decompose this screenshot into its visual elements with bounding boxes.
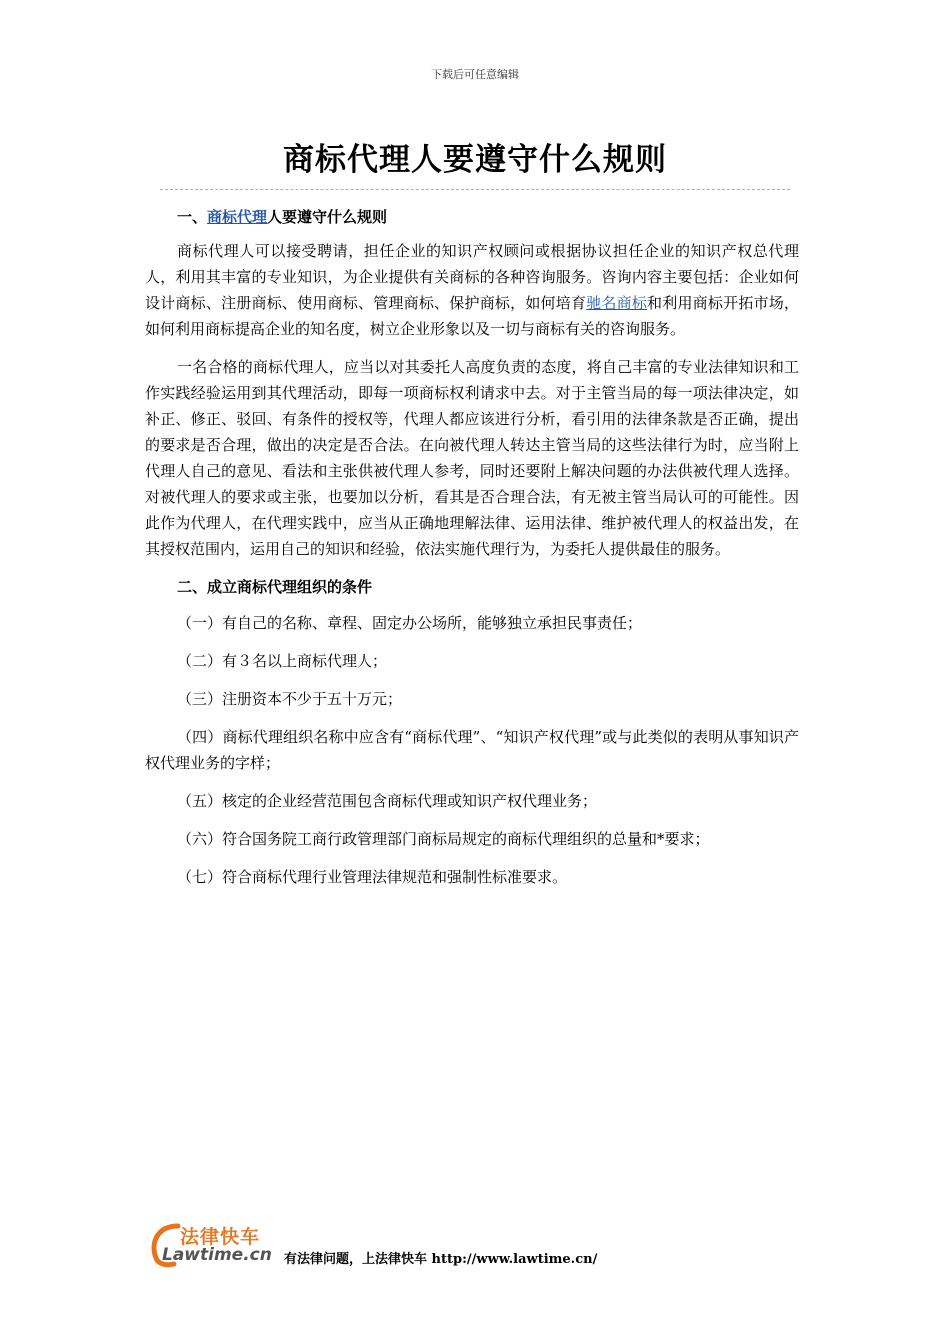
paragraph-1-text-a: 商标代理人可以接受聘请，担任企业的知识产权顾问或根据协议担任企业的知识产权总代理人，利用其丰富的专业知识，为企业提供有关商标的各种咨询服务。咨询内容主要包括：企业如何设计商标、注册商标、使用商标、管理商标、保护商标，如何培育 [145, 242, 799, 312]
section-2-heading: 二、成立商标代理组织的条件 [177, 578, 373, 596]
section-1-heading [145, 204, 799, 230]
logo-english-text: Lawtime.cn [162, 1245, 272, 1265]
logo-chinese-text: 法律快车 [180, 1226, 261, 1248]
lawtime-logo[interactable] [148, 1220, 280, 1268]
section-1-paragraph-1 [145, 238, 799, 342]
condition-item: （四）商标代理组织名称中应含有“商标代理”、“知识产权代理”或与此类似的表明从事知识产权代理业务的字样； [145, 728, 799, 772]
condition-item: （二）有３名以上商标代理人； [177, 652, 388, 670]
condition-item: （一）有自己的名称、章程、固定办公场所，能够独立承担民事责任； [177, 614, 643, 632]
section-1-paragraph-2: 一名合格的商标代理人，应当以对其委托人高度负责的态度，将自己丰富的专业法律知识和工作实践经验运用到其代理活动，即每一项商标权利请求中去。对于主管当局的每一项法律决定，如补正、修正、驳回、有条件的授权等，代理人都应该进行分析，看引用的法律条款是否正确，提出的要求是否合理，做出的决定是否合法。在向被代理人转达主管当局的这些法律行为时，应当附上代理人自己的意见、看法和主张供被代理人参考，同时还要附上解决问题的办法供被代理人选择。对被代理人的要求或主张，也要加以分析，看其是否合理合法，有无被主管当局认可的可能性。因此作为代理人，在代理实践中，应当从正确地理解法律、运用法律、维护被代理人的权益出发，在其授权范围内，运用自己的知识和经验，依法实施代理行为，为委托人提供最佳的服务。 [145, 358, 799, 558]
condition-item: （六）符合国务院工商行政管理部门商标局规定的商标代理组织的总量和*要求； [177, 830, 710, 848]
header-note: 下载后可任意编辑 [431, 68, 519, 81]
document-body [145, 204, 799, 902]
page-footer [148, 1220, 788, 1270]
condition-item: （七）符合商标代理行业管理法律规范和强制性标准要求。 [177, 868, 568, 886]
footer-slogan: 有法律问题，上法律快车 http://www.lawtime.cn/ [284, 1252, 598, 1267]
well-known-trademark-link[interactable]: 驰名商标 [586, 294, 648, 312]
condition-item: （三）注册资本不少于五十万元； [177, 690, 403, 708]
section-1-heading-suffix: 人要遵守什么规则 [267, 208, 388, 226]
section-1-heading-prefix: 一、 [177, 208, 208, 226]
trademark-agency-link[interactable]: 商标代理 [207, 208, 268, 226]
condition-item: （五）核定的企业经营范围包含商标代理或知识产权代理业务； [177, 792, 598, 810]
paragraph-1-text-b: 和利用商标开拓市场，如何利用商标提高企业的知名度，树立企业形象以及一切与商标有关的咨询服务。 [145, 294, 799, 338]
document-title: 商标代理人要遵守什么规则 [283, 142, 667, 178]
title-divider [160, 189, 790, 190]
